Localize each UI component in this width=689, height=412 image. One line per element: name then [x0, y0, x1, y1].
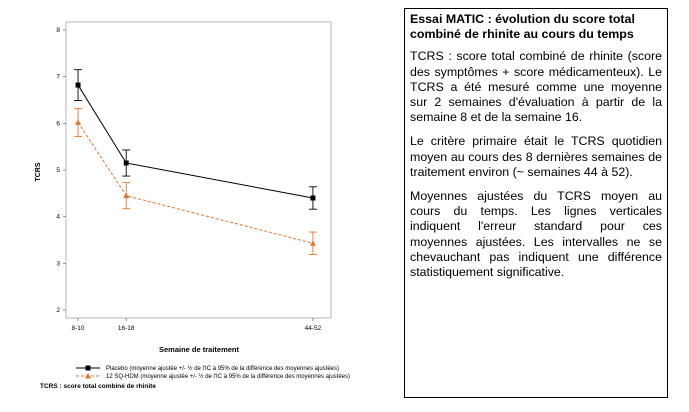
x-tick-label: 8-10	[71, 325, 85, 332]
series-line-1	[78, 122, 313, 243]
footnote: TCRS : score total combiné de rhinite	[40, 383, 156, 390]
panel-paragraph-3: Moyennes ajustées du TCRS moyen au cours du temps. Les lignes verticales indiquent l'erreur standard pour ces moyennes ajustées. Les intervalles ne se chevauchant pas indiquent une différence statistiquement significative.	[410, 189, 662, 280]
legend-marker-hdm	[85, 373, 91, 379]
x-tick-label: 44-52	[304, 325, 322, 332]
y-tick-label: 2	[56, 307, 60, 314]
x-tick-label: 16-18	[117, 325, 135, 332]
y-tick-label: 8	[56, 27, 60, 34]
y-tick-label: 5	[56, 167, 60, 174]
panel-title: Essai MATIC : évolution du score total combiné de rhinite au cours du temps	[410, 12, 635, 42]
y-tick-label: 3	[56, 260, 60, 268]
panel-paragraph-1: TCRS : score total combiné de rhinite (score des symptômes + score médicamenteux). Le TCRS a été mesuré comme une moyenne sur 2 semaines d'évaluation à partir de la semaine 8 et de la semaine 16.	[410, 49, 662, 125]
legend-label-hdm: 12 SQ-HDM (moyenne ajustée +/- ½ de l'IC à 95% de la différence des moyennes ajustées)	[106, 374, 350, 380]
data-point-square	[76, 83, 81, 88]
x-axis	[72, 318, 322, 332]
series-group	[74, 70, 317, 255]
panel-paragraph-2: Le critère primaire était le TCRS quotidien moyen au cours des 8 dernières semaines de traitement environ (~ semaines 44 à 52).	[410, 134, 662, 179]
data-point-triangle	[310, 240, 316, 246]
y-axis	[56, 27, 66, 314]
legend	[76, 365, 350, 380]
legend-label-placebo: Placebo (moyenne ajustée +/- ½ de l'IC à 95% de la différence des moyennes ajustées)	[106, 366, 340, 372]
y-tick-label: 6	[56, 120, 60, 128]
y-tick-label: 7	[56, 73, 60, 81]
y-tick-label: 4	[56, 213, 60, 221]
data-point-square	[310, 196, 315, 201]
data-point-square	[124, 161, 129, 166]
data-point-triangle	[75, 119, 81, 125]
series-line-0	[78, 85, 313, 198]
legend-marker-placebo	[86, 366, 91, 371]
data-point-triangle	[123, 193, 129, 199]
x-axis-label: Semaine de traitement	[158, 345, 240, 354]
y-axis-label: TCRS	[35, 162, 42, 182]
info-panel	[404, 8, 668, 398]
plot-frame	[66, 22, 331, 318]
